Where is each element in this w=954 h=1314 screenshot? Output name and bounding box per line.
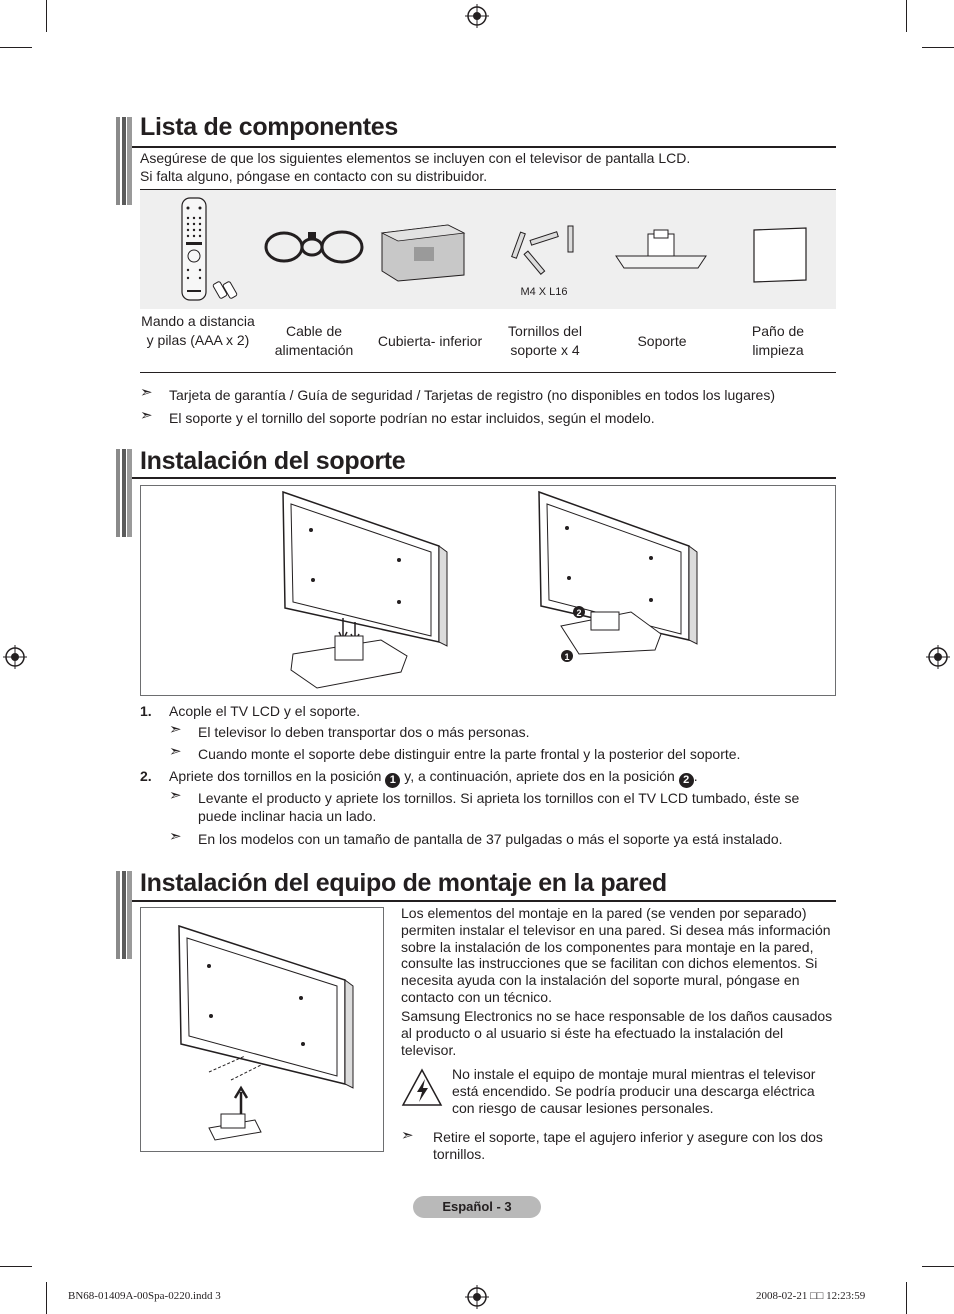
registration-mark-icon: [3, 645, 27, 669]
crop-mark: [922, 1266, 954, 1267]
registration-mark-icon: [926, 645, 950, 669]
note-text: En los modelos con un tamaño de pantalla de 37 pulgadas o más el soporte ya está instalado.: [198, 831, 783, 847]
wall-mount-paragraph-1: Los elementos del montaje en la pared (se venden por separado) permiten instalar el televisor en una pared. Si desea más información sobre la instalación de los componentes para montaje en la pared, consulte las instrucciones que se facilitan con dichos elementos. Si necesita ayuda con la instalación del soporte mural, póngase en contacto con un técnico.: [401, 905, 831, 1005]
screw-spec-label: M4 X L16: [520, 286, 568, 298]
component-label-cover: Cubierta- inferior: [377, 333, 483, 349]
step-text-part: .: [693, 768, 698, 784]
table-bottom-rule: [140, 372, 836, 373]
section-accent-bar: [116, 449, 132, 537]
stand-icon: [612, 228, 710, 270]
note-arrow-icon: ➣: [401, 1127, 414, 1144]
note-arrow-icon: ➣: [169, 721, 182, 738]
note-arrow-icon: ➣: [140, 384, 153, 401]
tv-back-illustration: [531, 490, 751, 690]
crop-mark: [906, 0, 907, 32]
note-text: El televisor lo deben transportar dos o más personas.: [198, 724, 530, 740]
section-title-components: Lista de componentes: [140, 113, 398, 141]
section-rule: [132, 146, 836, 148]
tv-wall-mount-illustration: [169, 920, 379, 1145]
crop-mark: [906, 1282, 907, 1314]
stand-illustration-box: [140, 485, 836, 696]
note-text: Levante el producto y apriete los tornillos. Si aprieta los tornillos con el TV LCD tumbado, éste se puede inclinar hacia un lado.: [198, 790, 800, 824]
component-label-power-cord: Cable de alimentación: [274, 323, 354, 358]
section-rule: [132, 900, 836, 902]
wall-mount-illustration-box: [140, 907, 384, 1152]
print-slug-left: BN68-01409A-00Spa-0220.indd 3: [68, 1290, 221, 1302]
bottom-cover-icon: [378, 223, 468, 283]
crop-mark: [0, 1266, 32, 1267]
component-label-stand: Soporte: [637, 333, 687, 349]
section-accent-bar: [116, 117, 132, 205]
cleaning-cloth-icon: [750, 226, 810, 284]
note-arrow-icon: ➣: [169, 743, 182, 760]
crop-mark: [46, 1282, 47, 1314]
remote-control-icon: [176, 196, 246, 304]
crop-mark: [46, 0, 47, 32]
note-arrow-icon: ➣: [140, 407, 153, 424]
electric-shock-warning-icon: [401, 1068, 443, 1108]
power-cord-icon: [262, 224, 366, 270]
step-text-part: y, a continuación, apriete dos en la posición: [404, 768, 675, 784]
component-label-cloth: Paño de limpieza: [751, 323, 805, 358]
page-number-label: Español - 3: [413, 1196, 541, 1218]
section-rule: [132, 477, 836, 479]
intro-line-2: Si falta alguno, póngase en contacto con su distribuidor.: [140, 168, 488, 184]
wall-mount-paragraph-2: Samsung Electronics no se hace responsable de los daños causados al producto o al usuario si éste ha efectuado la instalación del televisor.: [401, 1008, 833, 1058]
screws-icon: [510, 222, 580, 282]
registration-mark-icon: [465, 1285, 489, 1309]
crop-mark: [922, 47, 954, 48]
position-badge-1: 1: [385, 773, 400, 788]
step-text: Acople el TV LCD y el soporte.: [169, 703, 361, 719]
registration-mark-icon: [465, 4, 489, 28]
section-title-wall-mount: Instalación del equipo de montaje en la pared: [140, 869, 667, 897]
note-text: Tarjeta de garantía / Guía de seguridad / Tarjetas de registro (no disponibles en todos los lugares): [169, 387, 775, 403]
step-number: 1.: [140, 703, 152, 719]
component-label-remote: Mando a distancia y pilas (AAA x 2): [141, 313, 255, 348]
print-slug-right: 2008-02-21 □□ 12:23:59: [756, 1290, 866, 1302]
note-arrow-icon: ➣: [169, 828, 182, 845]
step-number: 2.: [140, 768, 152, 784]
step-text: [169, 767, 698, 788]
section-title-stand: Instalación del soporte: [140, 447, 406, 475]
section-accent-bar: [116, 871, 132, 959]
warning-text: No instale el equipo de montaje mural mientras el televisor está encendido. Se podría producir una descarga eléctrica con riesgo de causar lesiones personales.: [452, 1066, 816, 1116]
component-label-screws: Tornillos del soporte x 4: [508, 323, 582, 358]
crop-mark: [0, 47, 32, 48]
intro-line-1: Asegúrese de que los siguientes elementos se incluyen con el televisor de pantalla LCD.: [140, 150, 691, 166]
position-badge-2: 2: [679, 773, 694, 788]
step-text-part: Apriete dos tornillos en la posición: [169, 768, 382, 784]
note-text: Cuando monte el soporte debe distinguir entre la parte frontal y la posterior del soporte.: [198, 746, 741, 762]
svg-text:2: 2: [576, 608, 582, 618]
note-text: Retire el soporte, tape el agujero inferior y asegure con los dos tornillos.: [433, 1129, 823, 1162]
tv-back-illustration: [271, 490, 491, 690]
note-text: El soporte y el tornillo del soporte podrían no estar incluidos, según el modelo.: [169, 410, 655, 426]
note-arrow-icon: ➣: [169, 787, 182, 804]
svg-text:1: 1: [564, 652, 570, 662]
